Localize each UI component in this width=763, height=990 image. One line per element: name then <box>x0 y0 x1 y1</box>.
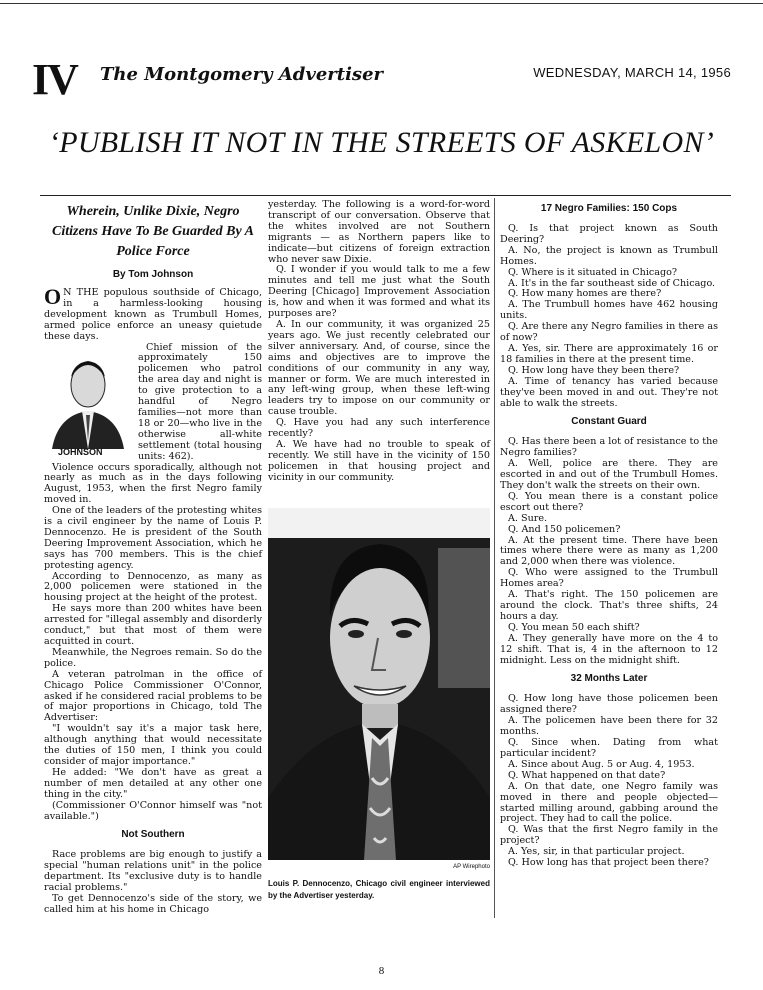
page-number: 8 <box>378 965 385 977</box>
qa-line: A. No, the project is known as Trumbull Homes. <box>500 244 718 267</box>
photo-caption: Louis P. Dennocenzo, Chicago civil engineer interviewed by the Advertiser yesterday. <box>268 879 490 900</box>
qa-line: Q. What happened on that date? <box>508 769 666 781</box>
column-divider <box>494 198 495 918</box>
qa-line: A. It's in the far southeast side of Chicago. <box>508 277 716 289</box>
column-3 <box>500 200 718 869</box>
qa-line: A. That's right. The 150 policemen are around the clock. That's three shifts, 24 hours a day. <box>500 589 718 622</box>
qa-line: A. Yes, sir, in that particular project. <box>508 846 685 858</box>
paragraph: To get Dennocenzo's side of the story, we called him at his home in Chicago <box>44 893 262 915</box>
paragraph: A. In our community, it was organized 25 years ago. We just recently celebrated our silver anniversary. And, of course, since the aims and objectives are to improve the conditions of our community in any way, manner or form. We are much interested in any left-wing group, when these left-wing leaders try to impose on our community or cause trouble. <box>268 318 490 418</box>
lead-text: N THE populous southside of Chicago, in a harmless-looking housing development known as Trumbull Homes, armed police enforce an uneasy quietude these days. <box>44 287 262 342</box>
article-subhead: Wherein, Unlike Dixie, Negro Citizens Have To Be Guarded By A Police Force <box>52 204 254 259</box>
paragraph: Meanwhile, the Negroes remain. So do the police. <box>44 646 262 669</box>
paragraph: A. We have had no trouble to speak of recently. We still have in the vicinity of 150 policemen in that housing project and vicinity in our community. <box>268 438 490 483</box>
qa-line: Q. You mean there is a constant police escort out there? <box>500 490 718 513</box>
qa-line: A. On that date, one Negro family was moved in there and people objected—started milling around, gabbing around the project. They had to call the police. <box>500 780 718 825</box>
paragraph: Q. I wonder if you would talk to me a few minutes and tell me just what the South Deering [Chicago] Improvement Association is, how and when it was formed and what its purposes are? <box>268 264 490 320</box>
paragraph: yesterday. The following is a word-for-word transcript of our conversation. Observe that the whites involved are not Southern migrants — as Northern papers like to indicate—but citizens of foreign extraction who never saw Dixie. <box>268 199 490 265</box>
photo-credit: AP Wirephoto <box>453 864 490 870</box>
qa-line: A. The Trumbull homes have 462 housing units. <box>500 299 718 322</box>
paragraph: A veteran patrolman in the office of Chicago Police Commissioner O'Connor, asked if he considered racial problems to be of major proportions in Chicago, told The Advertiser: <box>44 668 262 724</box>
feature-photo <box>268 508 490 902</box>
qa-line: Q. How many homes are there? <box>508 288 662 300</box>
qa-line: A. Since about Aug. 5 or Aug. 4, 1953. <box>508 758 695 770</box>
paragraph: Violence occurs sporadically, although not nearly as much as in the days following August, 1953, when the first Negro family moved in. <box>44 461 262 506</box>
section-heading-17-families: 17 Negro Families: 150 Cops <box>540 203 678 214</box>
paragraph: One of the leaders of the protesting whites is a civil engineer by the name of Louis P. Dennocenzo. He is president of the South Deering Improvement Association, which he says has 700 members. This is the chief protesting agency. <box>44 505 262 571</box>
qa-line: A. The policemen have been there for 32 months. <box>500 715 718 738</box>
section-heading-32-months: 32 Months Later <box>570 673 648 685</box>
top-rule <box>0 3 763 4</box>
qa-line: A. Time of tenancy has varied because they've been moved in and out. They're not able to walk the streets. <box>500 375 718 409</box>
qa-line: Q. Who were assigned to the Trumbull Homes area? <box>500 567 718 590</box>
column-1 <box>44 200 262 916</box>
paragraph: (Commissioner O'Connor himself was "not available.") <box>44 799 262 822</box>
author-portrait-image <box>44 345 132 449</box>
byline: By Tom Johnson <box>112 269 194 280</box>
headline: ‘PUBLISH IT NOT IN THE STREETS OF ASKELON’ <box>48 126 715 159</box>
qa-line: Q. Has there been a lot of resistance to the Negro families? <box>500 436 718 459</box>
dateline: WEDNESDAY, MARCH 14, 1956 <box>533 65 731 80</box>
qa-line: A. At the present time. There have been times where there were as many as 1,200 and 2,000 when there was violence. <box>500 534 718 568</box>
qa-line: Q. You mean 50 each shift? <box>508 621 640 633</box>
drop-cap: O <box>44 284 62 309</box>
qa-line: Q. How long have those policemen been assigned there? <box>500 693 718 716</box>
qa-line: Q. Since when. Dating from what particular incident? <box>500 737 718 759</box>
qa-line: Q. Are there any Negro families in there as of now? <box>500 321 718 344</box>
qa-line: Q. Was that the first Negro family in the project? <box>500 824 718 847</box>
dennocenzo-photo <box>268 508 490 860</box>
qa-line: A. Sure. <box>508 512 548 524</box>
masthead: The Montgomery Advertiser <box>100 64 383 85</box>
qa-line: A. Yes, sir. There are approximately 16 or 18 families in there at the present time. <box>500 342 718 365</box>
paragraph: Chief mission of the approximately 150 policemen who patrol the area day and night is to give protection to a handful of Negro families—not more than 18 or 20—who live in the otherwise all-white settlement (total housing units: 462). <box>138 341 262 462</box>
lead-paragraph <box>44 284 262 343</box>
column-2 <box>268 200 490 484</box>
section-number: IV <box>32 55 77 104</box>
qa-line: Q. And 150 policemen? <box>508 523 621 535</box>
qa-line: Q. How long have they been there? <box>508 364 680 376</box>
paragraph: "I wouldn't say it's a major task here, although anything that would necessitate the duties of 150 men, I think you could consider of major importance." <box>44 723 262 767</box>
qa-line: Q. How long has that project been there? <box>508 857 709 869</box>
qa-line: Q. Is that project known as South Deering? <box>500 223 718 245</box>
paragraph: He added: "We don't have as great a number of men detailed at any other one thing in the city." <box>44 766 262 800</box>
paragraph: According to Dennocenzo, as many as 2,000 policemen were stationed in the housing project at the height of the protest. <box>44 570 262 604</box>
author-photo <box>44 345 132 457</box>
paragraph: Q. Have you had any such interference recently? <box>268 417 490 440</box>
headline-rule <box>40 195 731 196</box>
paragraph: He says more than 200 whites have been arrested for "illegal assembly and disorderly conduct," but that most of them were acquitted in court. <box>44 603 262 647</box>
qa-line: Q. Where is it situated in Chicago? <box>508 266 678 278</box>
section-heading-not-southern: Not Southern <box>121 829 185 841</box>
paragraph: Race problems are big enough to justify a special "human relations unit" in the police department. Its "exclusive duty is to handle racial problems." <box>44 849 262 894</box>
qa-line: A. They generally have more on the 4 to 12 shift. That is, 4 in the afternoon to 12 midnight. Less on the midnight shift. <box>500 632 718 666</box>
dennocenzo-portrait-image <box>268 508 490 860</box>
section-heading-constant-guard: Constant Guard <box>571 416 647 428</box>
author-photo-caption: JOHNSON <box>58 446 103 457</box>
qa-line: A. Well, police are there. They are escorted in and out of the Trumbull Homes. They don't walk the streets on their own. <box>500 458 718 492</box>
